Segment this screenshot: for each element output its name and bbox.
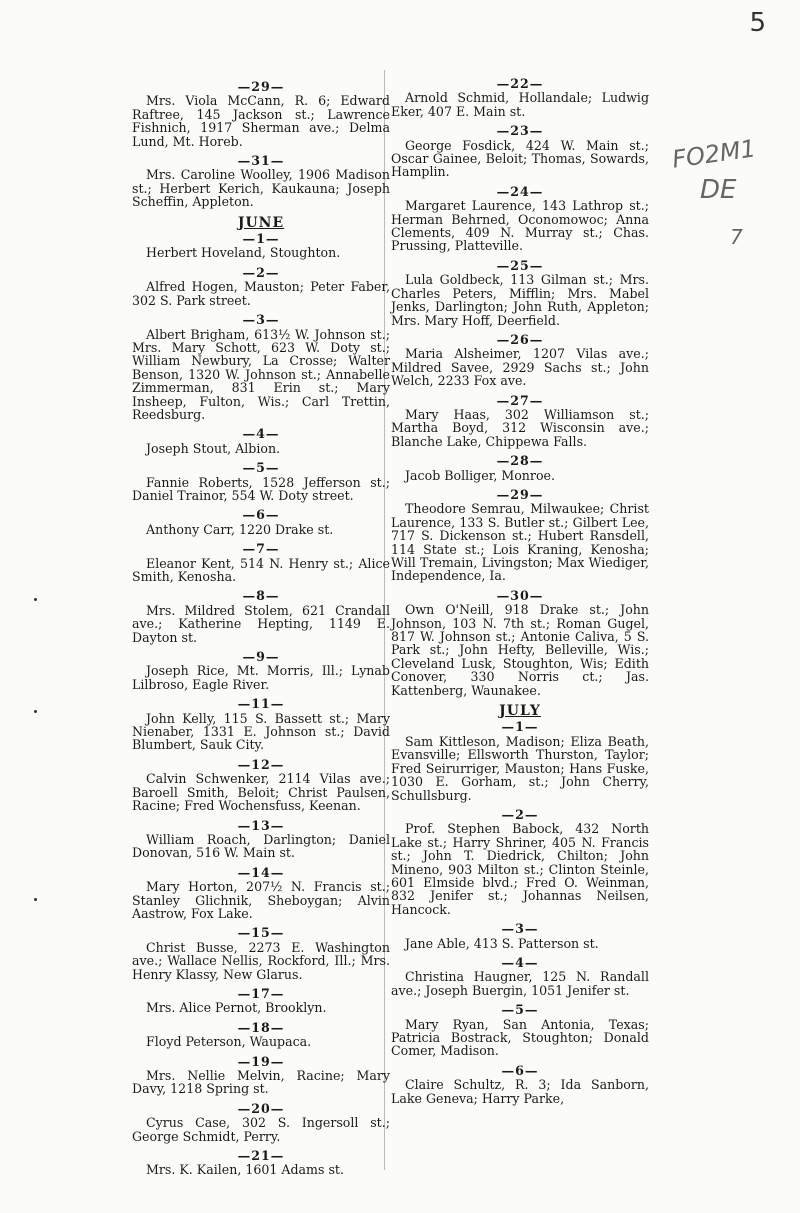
name-entry: Floyd Peterson, Waupaca. xyxy=(146,1034,312,1050)
name-entry: Eleanor Kent, 514 N. Henry st.; Alice Smith, Kenosha. xyxy=(132,555,390,584)
name-entry: Cyrus Case, 302 S. Ingersoll st.; George Schmidt, Perry. xyxy=(132,1115,390,1144)
date-number: —20— xyxy=(237,1100,285,1116)
name-entry: Christ Busse, 2273 E. Washington ave.; Wallace Nellis, Rockford, Ill.; Mrs. Henry Klassy, New Glarus. xyxy=(132,939,390,982)
date-number: —12— xyxy=(237,756,285,772)
name-entry: Mary Horton, 207½ N. Francis st.; Stanley Glichnik, Sheboygan; Alvin Aastrow, Fox Lake. xyxy=(132,879,390,921)
date-number: —19— xyxy=(237,1053,285,1069)
scan-speck xyxy=(34,898,37,901)
name-entry: Mrs. Mildred Stolem, 621 Crandall ave.; Katherine Hepting, 1149 E. Dayton st. xyxy=(132,602,390,645)
date-number: —2— xyxy=(242,264,280,280)
date-number: —15— xyxy=(237,925,285,941)
name-entry: John Kelly, 115 S. Bassett st.; Mary Nienaber, 1331 E. Johnson st.; David Blumbert, Sauk City. xyxy=(132,710,390,753)
handwritten-note: DE xyxy=(700,175,737,205)
date-number: —2— xyxy=(501,806,539,822)
scan-speck xyxy=(34,710,37,713)
month-heading: JULY xyxy=(499,703,541,720)
name-entry: Arnold Schmid, Hollandale; Ludwig Eker, 407 E. Main st. xyxy=(391,90,649,119)
name-entry: Own O'Neill, 918 Drake st.; John Johnson, 103 N. 7th st.; Roman Gugel, 817 W. Johnson st.; Antonie Caliva, 5 S. Park st.; John Hefty, Belleville, Wis.; Cleveland Lusk, Stoughton, Wis; Edith Conover, 330 Norris ct.; Jas. Kattenberg, Waunakee. xyxy=(391,602,649,698)
date-number: —24— xyxy=(496,183,544,199)
handwritten-note: FO2M1 xyxy=(670,134,758,174)
date-number: —14— xyxy=(237,864,285,880)
name-entry: Claire Schultz, R. 3; Ida Sanborn, Lake Geneva; Harry Parke, xyxy=(391,1077,649,1106)
name-entry: Mary Ryan, San Antonia, Texas; Patricia Bostrack, Stoughton; Donald Comer, Madison. xyxy=(391,1016,649,1059)
date-number: —3— xyxy=(242,312,280,328)
name-entry: Mrs. K. Kailen, 1601 Adams st. xyxy=(146,1162,344,1178)
date-number: —11— xyxy=(237,696,285,712)
date-number: —29— xyxy=(496,486,544,502)
date-number: —26— xyxy=(496,331,544,347)
date-number: —1— xyxy=(242,231,280,247)
name-entry: Alfred Hogen, Mauston; Peter Faber, 302 S. Park street. xyxy=(132,279,390,308)
date-number: —18— xyxy=(237,1019,285,1035)
name-entry: George Fosdick, 424 W. Main st.; Oscar Gainee, Beloit; Thomas, Sowards, Hamplin. xyxy=(391,137,649,180)
date-number: —29— xyxy=(237,79,285,94)
date-number: —17— xyxy=(237,985,285,1001)
month-heading: JUNE xyxy=(237,214,285,231)
date-number: —23— xyxy=(496,123,544,139)
date-number: —4— xyxy=(242,426,280,442)
name-entry: Jane Able, 413 S. Patterson st. xyxy=(405,935,599,951)
date-number: —25— xyxy=(496,257,544,273)
handwritten-note: 7 xyxy=(730,225,743,249)
name-entry: Mrs. Caroline Woolley, 1906 Madison st.; Herbert Kerich, Kaukauna; Joseph Scheffin, Appleton. xyxy=(132,167,390,210)
date-number: —9— xyxy=(242,649,280,665)
name-entry: Anthony Carr, 1220 Drake st. xyxy=(146,521,334,537)
name-entry: Prof. Stephen Babock, 432 North Lake st.; Harry Shriner, 405 N. Francis st.; John T. Diedrick, Chilton; John Mineno, 903 Milton st.; Clinton Steinle, 601 Elmside blvd.; Fred O. Weinman, 832 Jenifer st.; Johannas Neilsen, Hancock. xyxy=(391,821,649,917)
date-number: —4— xyxy=(501,954,539,970)
name-entry: Herbert Hoveland, Stoughton. xyxy=(146,245,341,261)
name-entry: Jacob Bolliger, Monroe. xyxy=(405,467,555,483)
date-number: —1— xyxy=(501,719,539,735)
name-entry: Mrs. Viola McCann, R. 6; Edward Raftree, 145 Jackson st.; Lawrence Fishnich, 1917 Sherman ave.; Delma Lund, Mt. Horeb. xyxy=(132,93,390,149)
date-number: —30— xyxy=(496,587,544,603)
date-number: —7— xyxy=(242,541,280,557)
name-entry: Calvin Schwenker, 2114 Vilas ave.; Baroell Smith, Beloit; Christ Paulsen, Racine; Fred Wochensfuss, Keenan. xyxy=(132,771,390,814)
name-entry: Fannie Roberts, 1528 Jefferson st.; Daniel Trainor, 554 W. Doty street. xyxy=(132,474,390,503)
right-column xyxy=(391,75,649,1111)
name-entry: Mrs. Nellie Melvin, Racine; Mary Davy, 1218 Spring st. xyxy=(132,1068,390,1097)
name-entry: William Roach, Darlington; Daniel Donovan, 516 W. Main st. xyxy=(132,831,390,861)
name-entry: Christina Haugner, 125 N. Randall ave.; Joseph Buergin, 1051 Jenifer st. xyxy=(391,969,649,998)
left-column xyxy=(132,78,390,1183)
date-number: —21— xyxy=(237,1148,285,1164)
name-entry: Sam Kittleson, Madison; Eliza Beath, Evansville; Ellsworth Thurston, Taylor; Fred Seirurriger, Mauston; Hans Fuske, 1030 E. Gorham, st.; John Cherry, Schullsburg. xyxy=(391,733,649,803)
name-entry: Lula Goldbeck, 113 Gilman st.; Mrs. Charles Peters, Mifflin; Mrs. Mabel Jenks, Darlington; John Ruth, Appleton; Mrs. Mary Hoff, Deerfield. xyxy=(391,272,649,328)
date-number: —28— xyxy=(496,453,544,469)
date-number: —22— xyxy=(496,76,544,91)
date-number: —13— xyxy=(237,817,285,833)
name-entry: Margaret Laurence, 143 Lathrop st.; Herman Behrned, Oconomowoc; Anna Clements, 409 N. Murray st.; Chas. Prussing, Platteville. xyxy=(391,198,649,254)
date-number: —27— xyxy=(496,392,544,408)
scan-speck xyxy=(34,598,37,601)
date-number: —5— xyxy=(501,1002,539,1018)
name-entry: Joseph Stout, Albion. xyxy=(146,440,281,456)
name-entry: Albert Brigham, 613½ W. Johnson st.; Mrs. Mary Schott, 623 W. Doty st.; William Newbury, La Crosse; Walter Benson, 1320 W. Johnson st.; Annabelle Zimmerman, 831 Erin st.; Mary Insheep, Fulton, Wis.; Carl Trettin, Reedsburg. xyxy=(132,326,390,422)
date-number: —3— xyxy=(501,921,539,937)
name-entry: Mary Haas, 302 Williamson st.; Martha Boyd, 312 Wisconsin ave.; Blanche Lake, Chippewa Falls. xyxy=(391,406,649,449)
date-number: —8— xyxy=(242,588,280,604)
name-entry: Mrs. Alice Pernot, Brooklyn. xyxy=(146,1000,327,1016)
date-number: —31— xyxy=(237,153,285,169)
name-entry: Theodore Semrau, Milwaukee; Christ Laurence, 133 S. Butler st.; Gilbert Lee, 717 S. Dickenson st.; Hubert Ransdell, 114 State st.; Lois Kraning, Kenosha; Will Tremain, Livingston; Max Wiediger, Independence, Ia. xyxy=(391,501,649,584)
name-entry: Maria Alsheimer, 1207 Vilas ave.; Mildred Savee, 2929 Sachs st.; John Welch, 2233 Fox ave. xyxy=(391,346,649,389)
name-entry: Joseph Rice, Mt. Morris, Ill.; Lynab Lilbroso, Eagle River. xyxy=(132,663,390,692)
date-number: —5— xyxy=(242,460,280,476)
date-number: —6— xyxy=(501,1062,539,1078)
page-number: 5 xyxy=(749,8,766,38)
date-number: —6— xyxy=(242,507,280,523)
